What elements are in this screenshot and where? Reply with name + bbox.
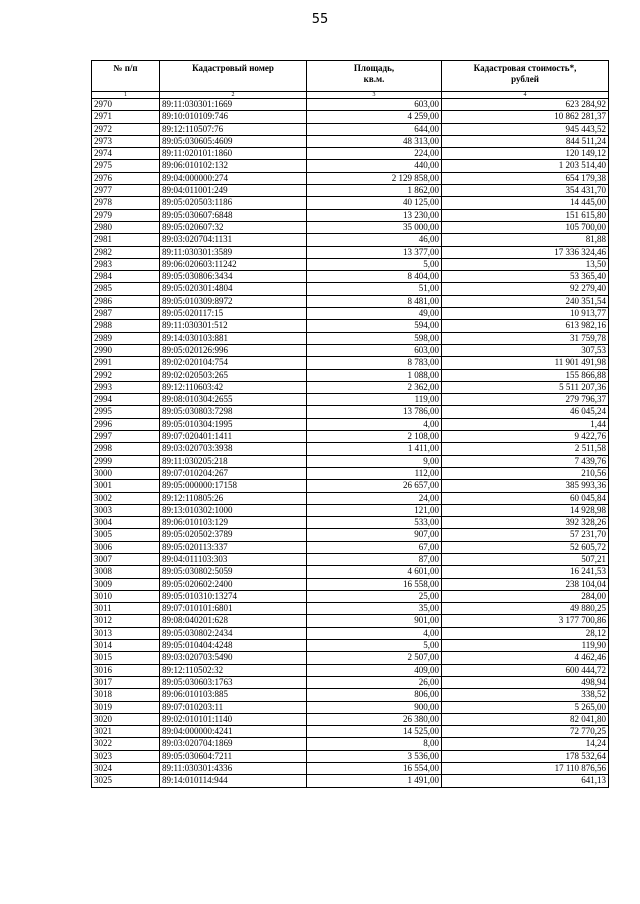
table-row: [92, 664, 609, 676]
row-index: 2975: [92, 160, 160, 172]
cost-value: 7 439,76: [442, 455, 609, 467]
area-value: 26 657,00: [307, 480, 442, 492]
table-row: [92, 394, 609, 406]
row-index: 2984: [92, 271, 160, 283]
cost-value: 28,12: [442, 627, 609, 639]
row-index: 2974: [92, 148, 160, 160]
row-index: 2990: [92, 344, 160, 356]
area-value: 35,00: [307, 603, 442, 615]
table-row: [92, 99, 609, 111]
table-row: [92, 209, 609, 221]
cost-value: 17 336 324,46: [442, 246, 609, 258]
row-index: 2989: [92, 332, 160, 344]
row-index: 2977: [92, 185, 160, 197]
area-value: 8,00: [307, 738, 442, 750]
cadastral-number: 89:05:020502:3789: [160, 529, 307, 541]
cadastral-number: 89:07:010203:11: [160, 701, 307, 713]
row-index: 2995: [92, 406, 160, 418]
header-area: Площадь, кв.м.: [307, 61, 442, 92]
table-row: [92, 480, 609, 492]
cadastral-number: 89:06:010103:885: [160, 689, 307, 701]
cost-value: 3 177 700,86: [442, 615, 609, 627]
row-index: 2997: [92, 431, 160, 443]
row-index: 3019: [92, 701, 160, 713]
row-index: 3007: [92, 553, 160, 565]
row-index: 3010: [92, 590, 160, 602]
row-index: 3005: [92, 529, 160, 541]
table-row: [92, 529, 609, 541]
area-value: 3 536,00: [307, 750, 442, 762]
cadastral-number: 89:05:030604:7211: [160, 750, 307, 762]
cadastral-number: 89:05:030607:6848: [160, 209, 307, 221]
area-value: 26,00: [307, 676, 442, 688]
area-value: 112,00: [307, 467, 442, 479]
area-value: 25,00: [307, 590, 442, 602]
cost-value: 14 928,98: [442, 504, 609, 516]
row-index: 2994: [92, 394, 160, 406]
area-value: 9,00: [307, 455, 442, 467]
table-row: [92, 381, 609, 393]
cost-value: 354 431,70: [442, 185, 609, 197]
area-value: 440,00: [307, 160, 442, 172]
cadastral-number: 89:02:010101:1140: [160, 713, 307, 725]
area-value: 48 313,00: [307, 135, 442, 147]
row-index: 2976: [92, 172, 160, 184]
table-row: [92, 431, 609, 443]
row-index: 2982: [92, 246, 160, 258]
row-index: 2996: [92, 418, 160, 430]
area-value: 16 554,00: [307, 763, 442, 775]
table-row: [92, 492, 609, 504]
row-index: 3020: [92, 713, 160, 725]
table-row: [92, 541, 609, 553]
cost-value: 623 284,92: [442, 99, 609, 111]
row-index: 2985: [92, 283, 160, 295]
cost-value: 279 796,37: [442, 394, 609, 406]
cost-value: 284,00: [442, 590, 609, 602]
cadastral-number: 89:06:010103:129: [160, 517, 307, 529]
area-value: 594,00: [307, 320, 442, 332]
cadastral-number: 89:05:030802:2434: [160, 627, 307, 639]
cadastral-number: 89:14:010114:944: [160, 775, 307, 787]
row-index: 3014: [92, 640, 160, 652]
area-value: 224,00: [307, 148, 442, 160]
table-row: [92, 627, 609, 639]
area-value: 87,00: [307, 553, 442, 565]
area-value: 40 125,00: [307, 197, 442, 209]
cost-value: 46 045,24: [442, 406, 609, 418]
table-row: [92, 763, 609, 775]
cost-value: 13,50: [442, 258, 609, 270]
cost-value: 57 231,70: [442, 529, 609, 541]
cadastral-number: 89:08:010304:2655: [160, 394, 307, 406]
row-index: 3004: [92, 517, 160, 529]
cost-value: 82 041,80: [442, 713, 609, 725]
cost-value: 155 866,88: [442, 369, 609, 381]
table-row: [92, 320, 609, 332]
table-row: [92, 517, 609, 529]
cost-value: 600 444,72: [442, 664, 609, 676]
table-row: [92, 689, 609, 701]
cadastral-number: 89:05:020117:15: [160, 308, 307, 320]
table-row: [92, 221, 609, 233]
area-value: 1 491,00: [307, 775, 442, 787]
row-index: 3011: [92, 603, 160, 615]
cadastral-number: 89:03:020704:1131: [160, 234, 307, 246]
cadastral-number: 89:03:020704:1869: [160, 738, 307, 750]
table-row: [92, 332, 609, 344]
row-index: 3009: [92, 578, 160, 590]
cost-value: 613 982,16: [442, 320, 609, 332]
table-row: [92, 406, 609, 418]
cadastral-number: 89:02:020104:754: [160, 357, 307, 369]
table-row: [92, 234, 609, 246]
area-value: 2 362,00: [307, 381, 442, 393]
column-number: 1: [92, 92, 160, 99]
column-number: 4: [442, 92, 609, 99]
row-index: 2983: [92, 258, 160, 270]
row-index: 2991: [92, 357, 160, 369]
cadastral-table: [91, 60, 609, 788]
cost-value: 52 605,72: [442, 541, 609, 553]
table-row: [92, 271, 609, 283]
row-index: 3025: [92, 775, 160, 787]
header-index: № п/п: [92, 61, 160, 92]
table-row: [92, 258, 609, 270]
column-number: 2: [160, 92, 307, 99]
area-value: 8 481,00: [307, 295, 442, 307]
table-row: [92, 504, 609, 516]
cadastral-number: 89:05:030605:4609: [160, 135, 307, 147]
table-row: [92, 726, 609, 738]
table-header-row: [92, 61, 609, 92]
cost-value: 81,88: [442, 234, 609, 246]
cost-value: 5 511 207,36: [442, 381, 609, 393]
table-row: [92, 111, 609, 123]
cadastral-number: 89:05:030806:3434: [160, 271, 307, 283]
cost-value: 10 913,77: [442, 308, 609, 320]
area-value: 46,00: [307, 234, 442, 246]
cost-value: 72 770,25: [442, 726, 609, 738]
row-index: 3003: [92, 504, 160, 516]
cost-value: 392 328,26: [442, 517, 609, 529]
cadastral-number: 89:02:020503:265: [160, 369, 307, 381]
row-index: 3013: [92, 627, 160, 639]
cost-value: 151 615,80: [442, 209, 609, 221]
row-index: 3022: [92, 738, 160, 750]
row-index: 3016: [92, 664, 160, 676]
cost-value: 178 532,64: [442, 750, 609, 762]
cost-value: 9 422,76: [442, 431, 609, 443]
cadastral-number: 89:08:040201:628: [160, 615, 307, 627]
area-value: 49,00: [307, 308, 442, 320]
cadastral-number: 89:11:030301:512: [160, 320, 307, 332]
row-index: 3000: [92, 467, 160, 479]
row-index: 2987: [92, 308, 160, 320]
cadastral-number: 89:05:030603:1763: [160, 676, 307, 688]
table-row: [92, 640, 609, 652]
cadastral-number: 89:07:020401:1411: [160, 431, 307, 443]
area-value: 1 862,00: [307, 185, 442, 197]
table-row: [92, 590, 609, 602]
table-row: [92, 566, 609, 578]
area-value: 121,00: [307, 504, 442, 516]
table-row: [92, 676, 609, 688]
cost-value: 498,94: [442, 676, 609, 688]
cadastral-number: 89:04:000000:4241: [160, 726, 307, 738]
cadastral-number: 89:04:011103:303: [160, 553, 307, 565]
cadastral-number: 89:05:030802:5059: [160, 566, 307, 578]
cadastral-number: 89:04:011001:249: [160, 185, 307, 197]
area-value: 598,00: [307, 332, 442, 344]
cadastral-number: 89:05:020607:32: [160, 221, 307, 233]
cost-value: 10 862 281,37: [442, 111, 609, 123]
row-index: 2998: [92, 443, 160, 455]
row-index: 3008: [92, 566, 160, 578]
row-index: 2978: [92, 197, 160, 209]
table-row: [92, 652, 609, 664]
cost-value: 385 993,36: [442, 480, 609, 492]
area-value: 409,00: [307, 664, 442, 676]
area-value: 5,00: [307, 258, 442, 270]
area-value: 8 783,00: [307, 357, 442, 369]
table-row: [92, 775, 609, 787]
area-value: 51,00: [307, 283, 442, 295]
area-value: 16 558,00: [307, 578, 442, 590]
table-row: [92, 246, 609, 258]
row-index: 2981: [92, 234, 160, 246]
area-value: 901,00: [307, 615, 442, 627]
area-value: 14 525,00: [307, 726, 442, 738]
row-index: 3017: [92, 676, 160, 688]
cadastral-number: 89:05:020126:996: [160, 344, 307, 356]
area-value: 1 088,00: [307, 369, 442, 381]
table-row: [92, 443, 609, 455]
area-value: 644,00: [307, 123, 442, 135]
cost-value: 654 179,38: [442, 172, 609, 184]
table-row: [92, 123, 609, 135]
cost-value: 14 445,00: [442, 197, 609, 209]
table-row: [92, 455, 609, 467]
cost-value: 4 462,46: [442, 652, 609, 664]
cadastral-number: 89:03:020703:5490: [160, 652, 307, 664]
area-value: 67,00: [307, 541, 442, 553]
cadastral-number: 89:05:020503:1186: [160, 197, 307, 209]
area-value: 13 377,00: [307, 246, 442, 258]
cadastral-number: 89:05:030803:7298: [160, 406, 307, 418]
row-index: 3002: [92, 492, 160, 504]
cadastral-number: 89:05:020301:4804: [160, 283, 307, 295]
cadastral-number: 89:12:110805:26: [160, 492, 307, 504]
table-row: [92, 344, 609, 356]
cost-value: 60 045,84: [442, 492, 609, 504]
area-value: 533,00: [307, 517, 442, 529]
row-index: 3023: [92, 750, 160, 762]
table-row: [92, 295, 609, 307]
table-row: [92, 701, 609, 713]
cadastral-number: 89:12:110507:76: [160, 123, 307, 135]
cost-value: 5 265,00: [442, 701, 609, 713]
area-value: 26 380,00: [307, 713, 442, 725]
cost-value: 641,13: [442, 775, 609, 787]
cost-value: 338,52: [442, 689, 609, 701]
table-row: [92, 418, 609, 430]
cost-value: 1,44: [442, 418, 609, 430]
cost-value: 14,24: [442, 738, 609, 750]
cadastral-number: 89:06:020603:11242: [160, 258, 307, 270]
cadastral-number: 89:05:010304:1995: [160, 418, 307, 430]
column-number-row: [92, 92, 609, 99]
cadastral-number: 89:05:010310:13274: [160, 590, 307, 602]
row-index: 2972: [92, 123, 160, 135]
cost-value: 945 443,52: [442, 123, 609, 135]
cadastral-number: 89:03:020703:3938: [160, 443, 307, 455]
cadastral-number: 89:07:010101:6801: [160, 603, 307, 615]
row-index: 3021: [92, 726, 160, 738]
table-row: [92, 160, 609, 172]
row-index: 3001: [92, 480, 160, 492]
table-body: [92, 99, 609, 788]
area-value: 8 404,00: [307, 271, 442, 283]
header-cadastral-cost: Кадастровая стоимость*, рублей: [442, 61, 609, 92]
cadastral-number: 89:10:010109:746: [160, 111, 307, 123]
row-index: 3024: [92, 763, 160, 775]
area-value: 24,00: [307, 492, 442, 504]
cadastral-number: 89:04:000000:274: [160, 172, 307, 184]
cost-value: 49 880,25: [442, 603, 609, 615]
cadastral-number: 89:05:010404:4248: [160, 640, 307, 652]
cadastral-number: 89:05:010309:8972: [160, 295, 307, 307]
table-row: [92, 369, 609, 381]
cost-value: 507,21: [442, 553, 609, 565]
table-row: [92, 615, 609, 627]
table-row: [92, 135, 609, 147]
cost-value: 92 279,40: [442, 283, 609, 295]
row-index: 2973: [92, 135, 160, 147]
area-value: 1 411,00: [307, 443, 442, 455]
table-row: [92, 283, 609, 295]
area-value: 2 129 858,00: [307, 172, 442, 184]
area-value: 2 507,00: [307, 652, 442, 664]
cost-value: 119,90: [442, 640, 609, 652]
cost-value: 31 759,78: [442, 332, 609, 344]
area-value: 119,00: [307, 394, 442, 406]
row-index: 2988: [92, 320, 160, 332]
area-value: 907,00: [307, 529, 442, 541]
table-row: [92, 603, 609, 615]
cadastral-number: 89:12:110603:42: [160, 381, 307, 393]
cadastral-number: 89:05:020113:337: [160, 541, 307, 553]
area-value: 4 259,00: [307, 111, 442, 123]
row-index: 2993: [92, 381, 160, 393]
cost-value: 210,56: [442, 467, 609, 479]
cost-value: 120 149,12: [442, 148, 609, 160]
cadastral-number: 89:12:110502:32: [160, 664, 307, 676]
row-index: 2986: [92, 295, 160, 307]
cost-value: 240 351,54: [442, 295, 609, 307]
cost-value: 11 901 491,98: [442, 357, 609, 369]
cadastral-number: 89:11:030205:218: [160, 455, 307, 467]
cost-value: 307,53: [442, 344, 609, 356]
table-row: [92, 197, 609, 209]
header-cadastral-number: Кадастровый номер: [160, 61, 307, 92]
table-row: [92, 738, 609, 750]
cadastral-number: 89:05:020602:2400: [160, 578, 307, 590]
cadastral-number: 89:11:030301:1669: [160, 99, 307, 111]
area-value: 4 601,00: [307, 566, 442, 578]
area-value: 900,00: [307, 701, 442, 713]
row-index: 2980: [92, 221, 160, 233]
table-row: [92, 553, 609, 565]
cost-value: 105 700,00: [442, 221, 609, 233]
table-row: [92, 308, 609, 320]
area-value: 2 108,00: [307, 431, 442, 443]
table-row: [92, 185, 609, 197]
area-value: 13 230,00: [307, 209, 442, 221]
cadastral-number: 89:06:010102:132: [160, 160, 307, 172]
cost-value: 1 203 514,40: [442, 160, 609, 172]
table-row: [92, 148, 609, 160]
cost-value: 2 511,58: [442, 443, 609, 455]
cadastral-number: 89:13:010302:1000: [160, 504, 307, 516]
cost-value: 17 110 876,56: [442, 763, 609, 775]
table-row: [92, 357, 609, 369]
row-index: 3006: [92, 541, 160, 553]
row-index: 2992: [92, 369, 160, 381]
table-row: [92, 750, 609, 762]
area-value: 5,00: [307, 640, 442, 652]
area-value: 603,00: [307, 99, 442, 111]
row-index: 3012: [92, 615, 160, 627]
table-row: [92, 578, 609, 590]
cost-value: 844 511,24: [442, 135, 609, 147]
cadastral-number: 89:07:010204:267: [160, 467, 307, 479]
cost-value: 53 365,40: [442, 271, 609, 283]
cadastral-number: 89:11:030301:3589: [160, 246, 307, 258]
area-value: 603,00: [307, 344, 442, 356]
table-row: [92, 713, 609, 725]
row-index: 2970: [92, 99, 160, 111]
column-number: 3: [307, 92, 442, 99]
row-index: 2979: [92, 209, 160, 221]
area-value: 13 786,00: [307, 406, 442, 418]
cost-value: 238 104,04: [442, 578, 609, 590]
cadastral-number: 89:11:030301:4336: [160, 763, 307, 775]
area-value: 35 000,00: [307, 221, 442, 233]
area-value: 4,00: [307, 418, 442, 430]
table-row: [92, 467, 609, 479]
cost-value: 16 241,53: [442, 566, 609, 578]
table-row: [92, 172, 609, 184]
row-index: 3015: [92, 652, 160, 664]
cadastral-number: 89:05:000000:17158: [160, 480, 307, 492]
row-index: 3018: [92, 689, 160, 701]
row-index: 2999: [92, 455, 160, 467]
area-value: 4,00: [307, 627, 442, 639]
cadastral-number: 89:11:020101:1860: [160, 148, 307, 160]
area-value: 806,00: [307, 689, 442, 701]
page-number: 55: [311, 12, 329, 27]
row-index: 2971: [92, 111, 160, 123]
cadastral-number: 89:14:030103:881: [160, 332, 307, 344]
